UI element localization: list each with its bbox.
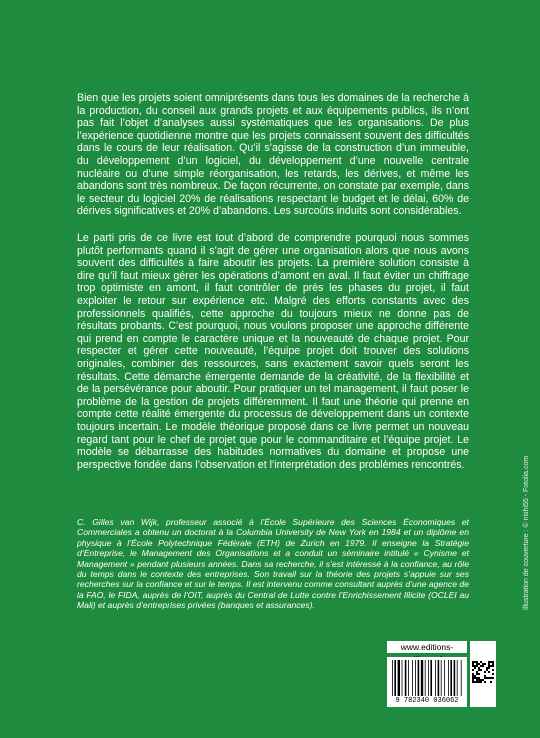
author-bio: C. Gilles van Wijk, professeur associé à l’École Supérieure des Sciences Économiques et Commerciales a obtenu un doctorat à la Columbia University de New York en 1984 et un diplôme en physique à l’École Polytechnique Fédérale (ETH) de Zurich en 1979. Il enseigne la Stratégie d’Entreprise, le Management des Organisations et a conduit un séminaire intitulé « Cynisme et Management » pendant plusieurs années. Dans sa recherche, il s’est intéressé à la confiance, au rôle du temps dans le contexte des entreprises. Son travail sur la théorie des projets s’appuie sur ses recherches sur la confiance et sur le temps. Il est intervenu comme consultant auprès d’une agence de la FAO, le FIDA, auprès de l’OIT, auprès du Central de Lutte contre l’Enrichissement Illicite (OCLEI au Mali) et auprès d’entreprises privées (banques et assurances). bbox=[77, 517, 469, 611]
summary-paragraph-1: Bien que les projets soient omniprésents dans tous les domaines de la recherche à la production, du conseil aux grands projets et aux équipements publics, ils n’ont pas fait l’objet d’analyses aussi systématiques que les organisations. De plus l’expérience quotidienne montre que les projets connaissent souvent des difficultés dans le cours de leur réalisation. Qu’il s’agisse de la construction d’un immeuble, du développement d’un logiciel, du développement d’une nouvelle centrale nucléaire ou d’une simple réorganisation, les retards, les dérives, et même les abandons sont très nombreux. De façon récurrente, on constate par exemple, dans le secteur du logiciel 20% de réalisations respectant le budget et le délai, 60% de dérives significatives et 20% d’abandons. Les surcoûts induits sont considérables. bbox=[77, 92, 469, 218]
isbn-number: 9 782340 036062 bbox=[395, 697, 459, 705]
barcode-icon bbox=[390, 660, 464, 696]
barcode-block bbox=[387, 657, 467, 707]
summary-paragraph-2: Le parti pris de ce livre est tout d’abord de comprendre pourquoi nous sommes plutôt performants quand il s’agit de gérer une organisation alors que nous avons souvent des difficultés à faire aboutir les projets. La première solution consiste à dire qu’il faut mieux gérer les opérations d’amont en aval. Il faut éviter un chiffrage trop optimiste en amont, il faut contrôler de près les phases du projet, il faut exploiter le retour sur expérience etc. Malgré des efforts constants avec des professionnels qualifiés, cette approche du toujours mieux ne donne pas de résultats probants. C’est pourquoi, nous voulons proposer une approche différente qui prend en compte le caractère unique et la nouveauté de chaque projet. Pour respecter et gérer cette nouveauté, l’équipe projet doit trouver des solutions originales, combiner des ressources, sans exactement savoir quels seront les résultats. Cette démarche émergente demande de la créativité, de la flexibilité et de la persévérance pour aboutir. Pour pratiquer un tel management, il faut poser le problème de la gestion de projets différemment. Il faut une théorie qui prenne en compte cette réalité émergente du processus de développement dans un contexte toujours incertain. Le modèle théorique proposé dans ce livre permet un nouveau regard tant pour le chef de projet que pour le commanditaire et l’équipe projet. Le modèle se débarrasse des habitudes normatives du domaine et propose une perspective fondée dans l’observation et l’interprétation des problèmes rencontrés. bbox=[77, 232, 469, 471]
publisher-website: www.editions- bbox=[387, 641, 467, 653]
qr-block bbox=[470, 641, 496, 707]
cover-illustration-credit: Illustration de couverture : © nishi55 - Fotolia.com bbox=[523, 455, 530, 610]
qr-code-icon bbox=[472, 661, 494, 683]
